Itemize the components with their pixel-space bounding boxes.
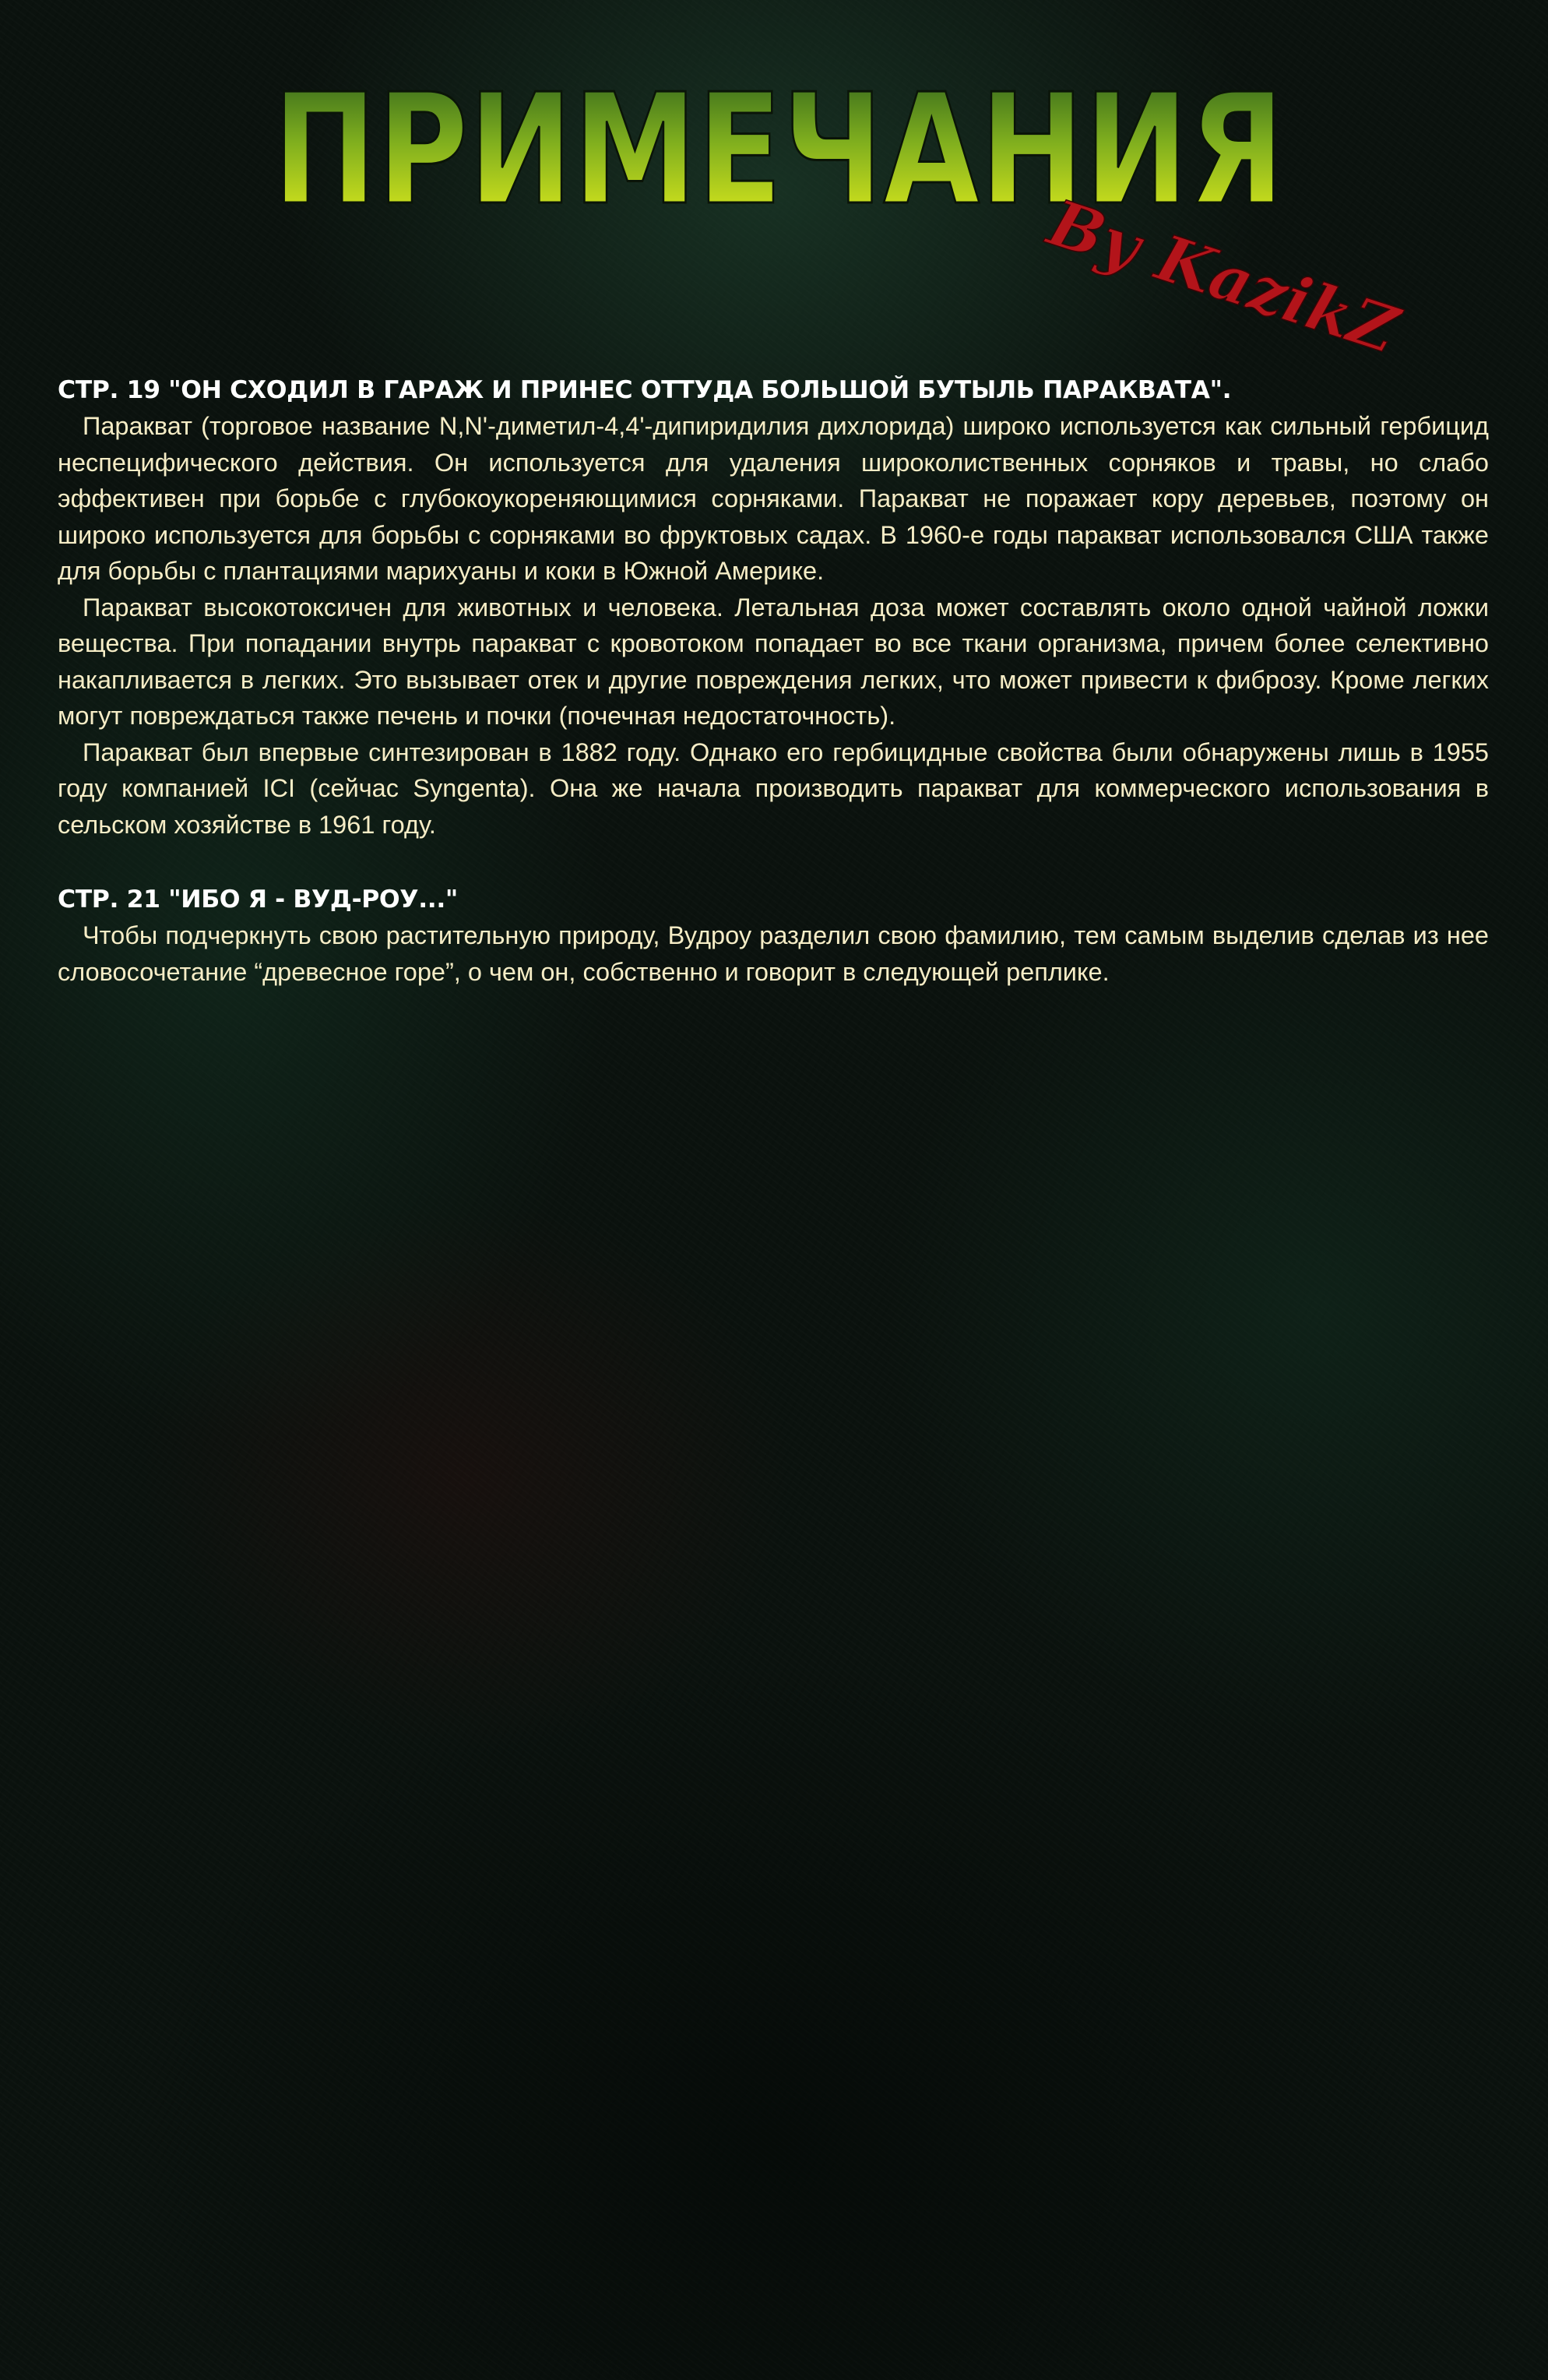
signature-text: By KazikZ (1040, 185, 1407, 369)
note-page-21 (58, 882, 1489, 990)
signature-logo (1028, 179, 1407, 369)
note-paragraph: Паракват (торговое название N,N'-диметил-4,4'-дипиридилия дихлорида) широко используется как сильный гербицид неспецифического действия. Он используется для удаления широколиственных сорняков и травы, но слабо эффективен при борьбе с глубокоукореняющимися сорняками. Паракват не поражает кору деревьев, поэтому он широко используется для борьбы с сорняками во фруктовых садах. В 1960-е годы паракват использовался США также для борьбы с плантациями марихуаны и коки в Южной Америке. (58, 412, 1489, 585)
note-heading: СТР. 21 "ИБО Я - ВУД-РОУ..." (58, 885, 458, 914)
page-title: ПРИМЕЧАНИЯ (273, 62, 1285, 239)
note-paragraph: Паракват высокотоксичен для животных и человека. Летальная доза может составлять около одной чайной ложки вещества. При попадании внутрь паракват с кровотоком попадает во все ткани организма, причем более селективно накапливается в легких. Это вызывает отек и другие повреждения легких, что может привести к фиброзу. Кроме легких могут повреждаться также печень и почки (почечная недостаточность). (58, 593, 1489, 730)
note-paragraph: Чтобы подчеркнуть свою растительную природу, Вудроу разделил свою фамилию, тем самым выделив сделав из нее словосочетание “древесное горе”, о чем он, собственно и говорит в следующей реплике. (58, 921, 1489, 986)
title-area (0, 0, 1548, 374)
note-paragraph: Паракват был впервые синтезирован в 1882 году. Однако его гербицидные свойства были обнаружены лишь в 1955 году компанией ICI (сейчас Syngenta). Она же начала производить паракват для коммерческого использования в сельском хозяйстве в 1961 году. (58, 738, 1489, 839)
note-page-19 (58, 372, 1489, 843)
note-heading: СТР. 19 "ОН СХОДИЛ В ГАРАЖ И ПРИНЕС ОТТУДА БОЛЬШОЙ БУТЫЛЬ ПАРАКВАТА". (58, 376, 1232, 404)
notes-section (58, 372, 1489, 1029)
